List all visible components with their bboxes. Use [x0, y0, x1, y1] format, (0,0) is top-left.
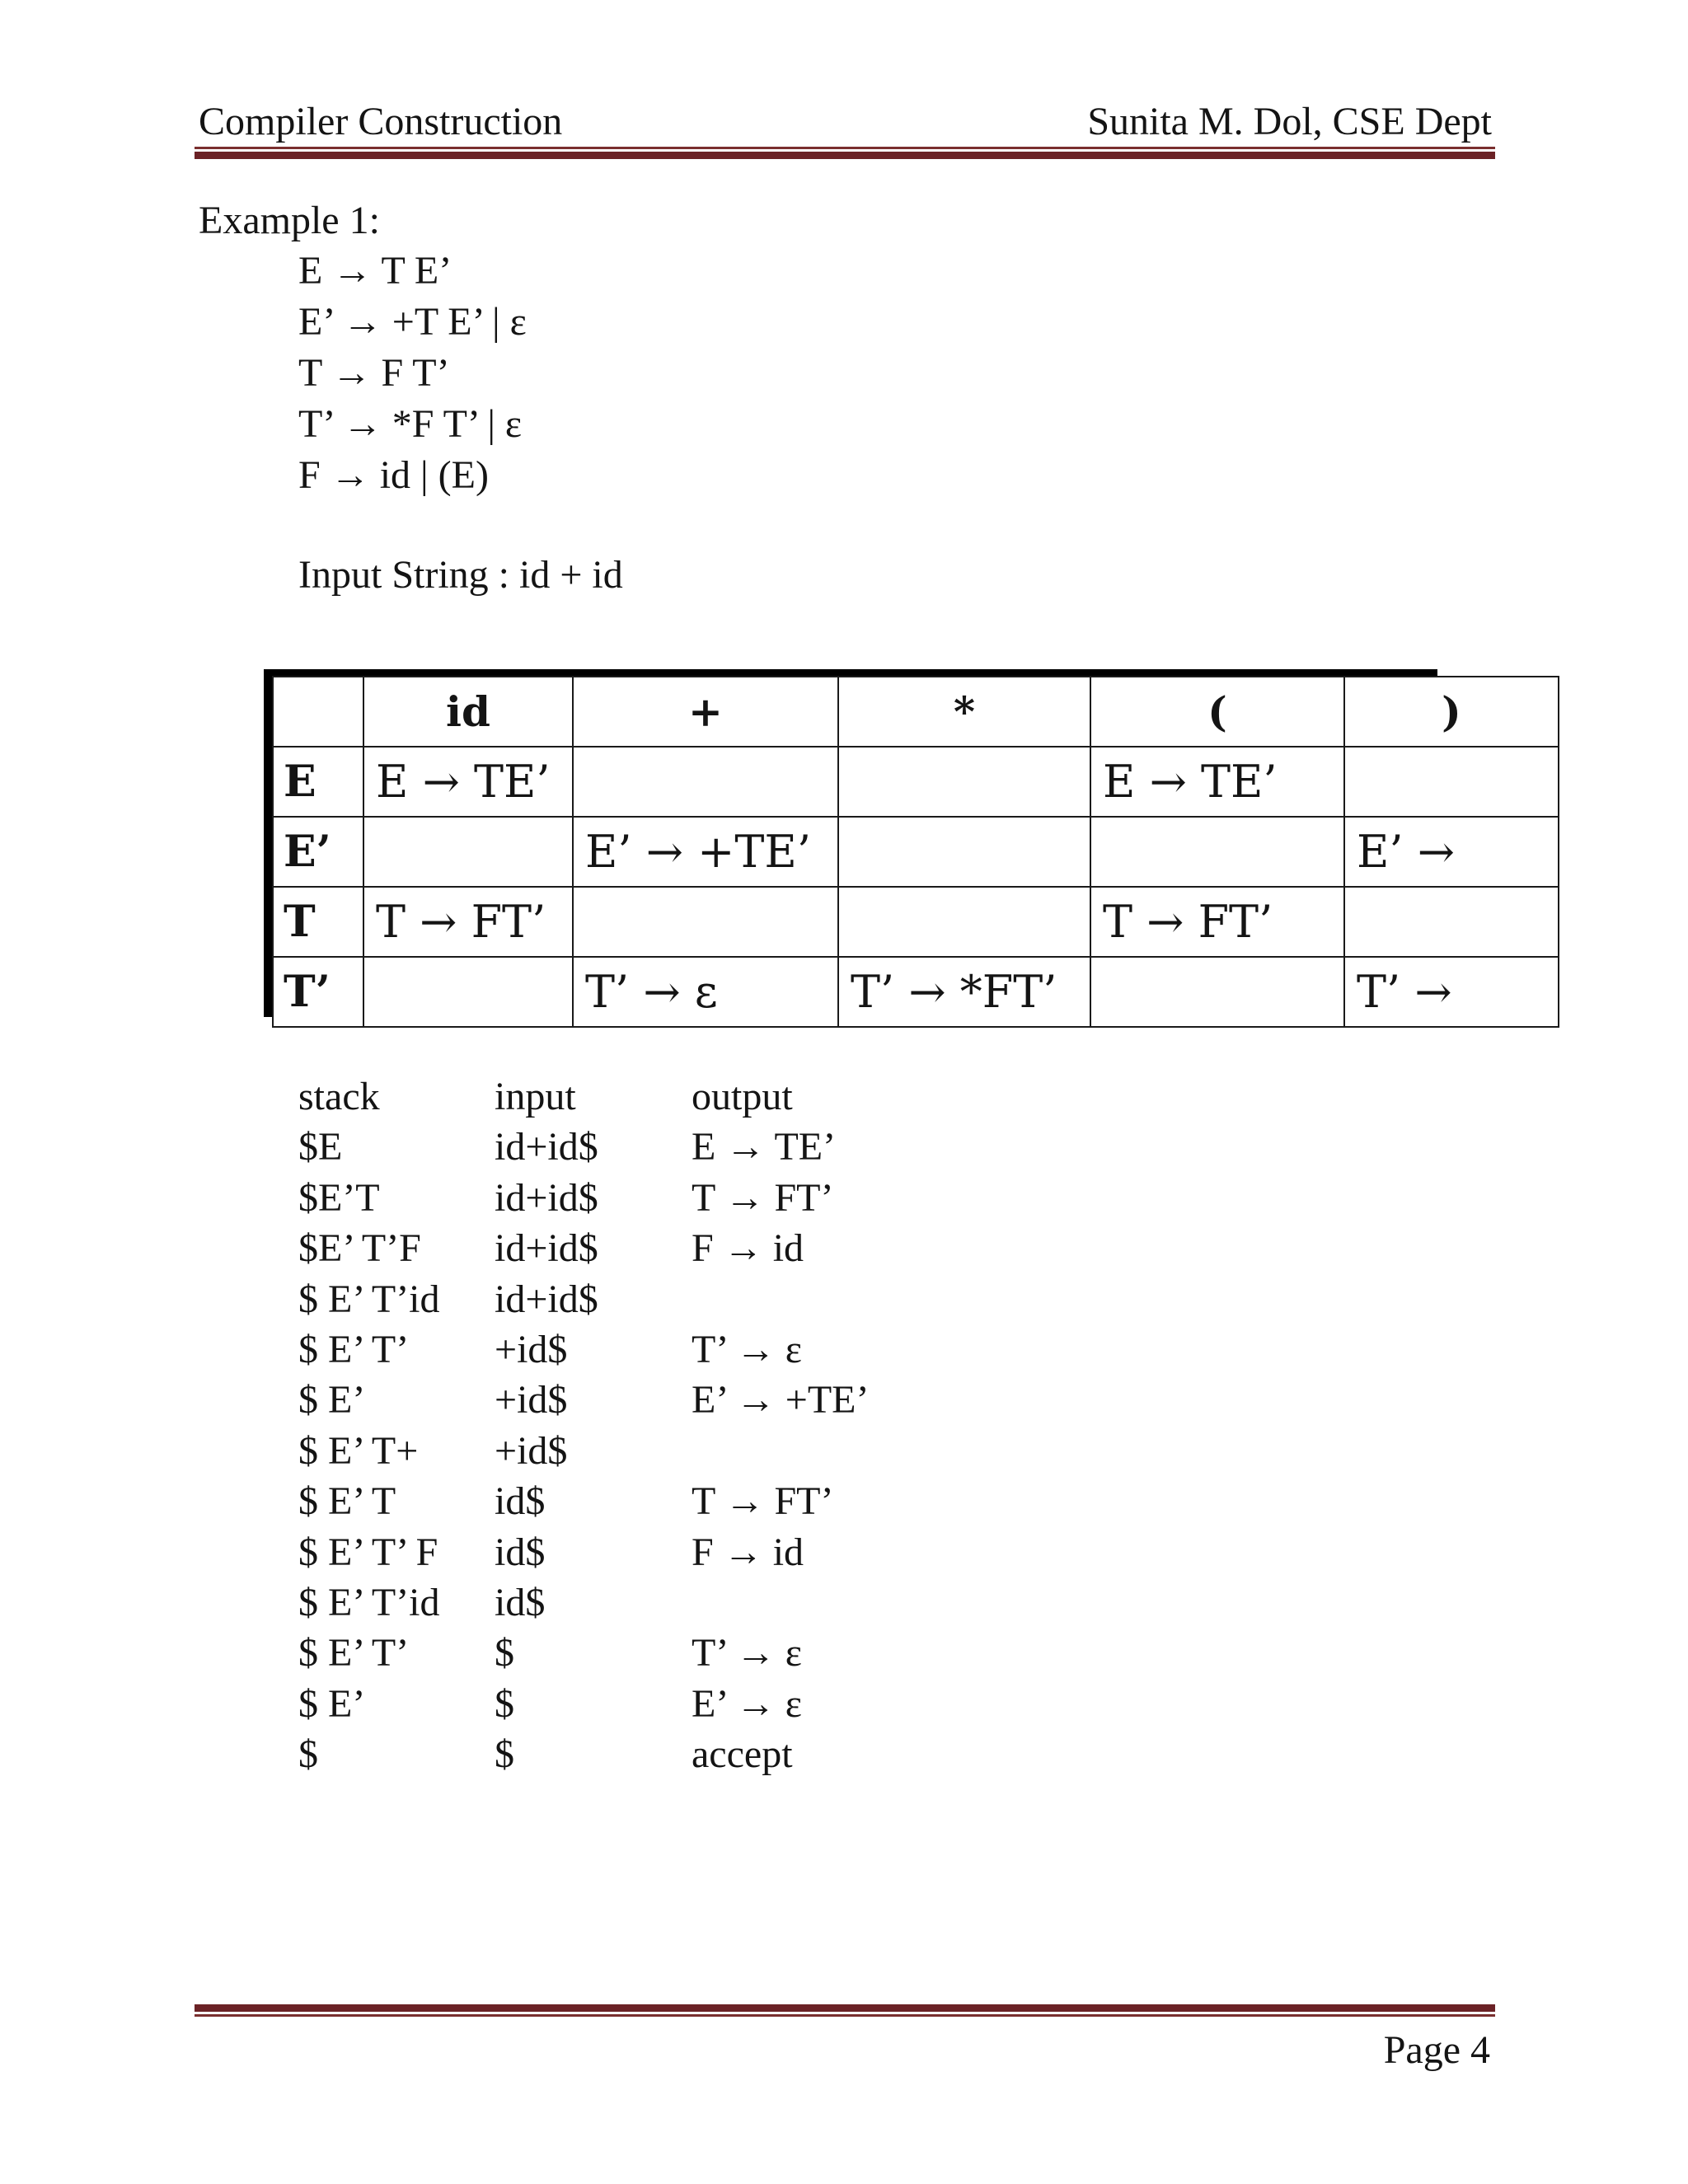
- stack-cell: $ E’: [298, 1378, 366, 1422]
- table-cell: T’ → *FT’: [838, 957, 1090, 1027]
- table-cell: [573, 747, 838, 817]
- output-cell: E’ → ε: [692, 1681, 802, 1726]
- output-cell: T’ → ε: [692, 1631, 802, 1675]
- table-cell: E’ → +TE’: [573, 817, 838, 887]
- parsing-table-image: [264, 669, 1461, 1018]
- table-cell: E → TE’: [1090, 747, 1344, 817]
- table-cell: T → FT’: [1090, 887, 1344, 957]
- stack-cell: $E’ T’F: [298, 1226, 421, 1271]
- table-cell: E → TE’: [363, 747, 573, 817]
- table-cell: T’ → ε: [573, 957, 838, 1027]
- table-cell: [838, 747, 1090, 817]
- header-divider: [195, 147, 1495, 159]
- table-cell: E’ →: [1344, 817, 1559, 887]
- header-course-title: Compiler Construction: [199, 100, 563, 143]
- column-header: id: [363, 677, 573, 747]
- table-cell: [838, 817, 1090, 887]
- output-cell: T → FT’: [692, 1479, 834, 1524]
- table-cell: [363, 817, 573, 887]
- page-number: Page 4: [1383, 2028, 1490, 2072]
- row-nonterminal: E’: [273, 817, 363, 887]
- output-cell: T → FT’: [692, 1175, 834, 1220]
- input-cell: +id$: [495, 1378, 568, 1422]
- column-header: (: [1090, 677, 1344, 747]
- stack-cell: $E: [298, 1125, 343, 1169]
- table-cell: T → FT’: [363, 887, 573, 957]
- table-cell: T’ →: [1344, 957, 1559, 1027]
- input-cell: $: [495, 1732, 514, 1777]
- stack-header: stack: [298, 1075, 380, 1118]
- output-header: output: [692, 1075, 793, 1118]
- stack-cell: $E’T: [298, 1175, 380, 1220]
- row-nonterminal: E: [273, 747, 363, 817]
- table-row: [273, 957, 1559, 1027]
- output-cell: F → id: [692, 1226, 804, 1271]
- stack-cell: $ E’ T: [298, 1479, 396, 1524]
- output-cell: E’ → +TE’: [692, 1378, 870, 1422]
- production-rule: F → id | (E): [298, 453, 489, 497]
- input-cell: id+id$: [495, 1277, 598, 1321]
- footer-divider: [195, 2004, 1495, 2017]
- column-header: *: [838, 677, 1090, 747]
- stack-cell: $ E’ T’id: [298, 1580, 440, 1624]
- row-nonterminal: T: [273, 887, 363, 957]
- stack-cell: $ E’ T+: [298, 1428, 419, 1473]
- table-row: [273, 887, 1559, 957]
- parsing-table: [272, 676, 1559, 1028]
- input-cell: id$: [495, 1580, 546, 1624]
- column-header: +: [573, 677, 838, 747]
- input-cell: id$: [495, 1479, 546, 1524]
- stack-cell: $ E’ T’: [298, 1631, 410, 1675]
- table-cell: [1344, 747, 1559, 817]
- table-cell: [573, 887, 838, 957]
- example-title: Example 1:: [199, 199, 380, 242]
- stack-cell: $: [298, 1732, 318, 1777]
- input-cell: id+id$: [495, 1226, 598, 1271]
- input-cell: id$: [495, 1530, 546, 1574]
- output-cell: accept: [692, 1732, 793, 1777]
- output-cell: E → TE’: [692, 1125, 837, 1169]
- table-row: [273, 817, 1559, 887]
- production-rule: E → T E’: [298, 249, 452, 293]
- production-rule: T → F T’: [298, 351, 450, 395]
- stack-cell: $ E’: [298, 1681, 366, 1726]
- input-cell: +id$: [495, 1327, 568, 1371]
- table-cell: [1090, 817, 1344, 887]
- table-row: [273, 747, 1559, 817]
- stack-cell: $ E’ T’ F: [298, 1530, 438, 1574]
- row-nonterminal: T’: [273, 957, 363, 1027]
- input-header: input: [495, 1075, 576, 1118]
- input-cell: id+id$: [495, 1125, 598, 1169]
- output-cell: F → id: [692, 1530, 804, 1574]
- input-cell: $: [495, 1631, 514, 1675]
- table-cell: [1344, 887, 1559, 957]
- input-cell: +id$: [495, 1428, 568, 1473]
- header-author: Sunita M. Dol, CSE Dept: [1087, 100, 1492, 143]
- column-header: [273, 677, 363, 747]
- stack-cell: $ E’ T’id: [298, 1277, 440, 1321]
- table-header-row: [273, 677, 1559, 747]
- input-string: Input String : id + id: [298, 553, 623, 597]
- table-cell: [838, 887, 1090, 957]
- table-cell: [1090, 957, 1344, 1027]
- table-cell: [363, 957, 573, 1027]
- stack-cell: $ E’ T’: [298, 1327, 410, 1371]
- input-cell: id+id$: [495, 1175, 598, 1220]
- production-rule: T’ → *F T’ | ε: [298, 402, 523, 446]
- output-cell: T’ → ε: [692, 1327, 802, 1371]
- column-header: ): [1344, 677, 1559, 747]
- production-rule: E’ → +T E’ | ε: [298, 300, 527, 344]
- input-cell: $: [495, 1681, 514, 1726]
- grammar-productions: [298, 246, 527, 501]
